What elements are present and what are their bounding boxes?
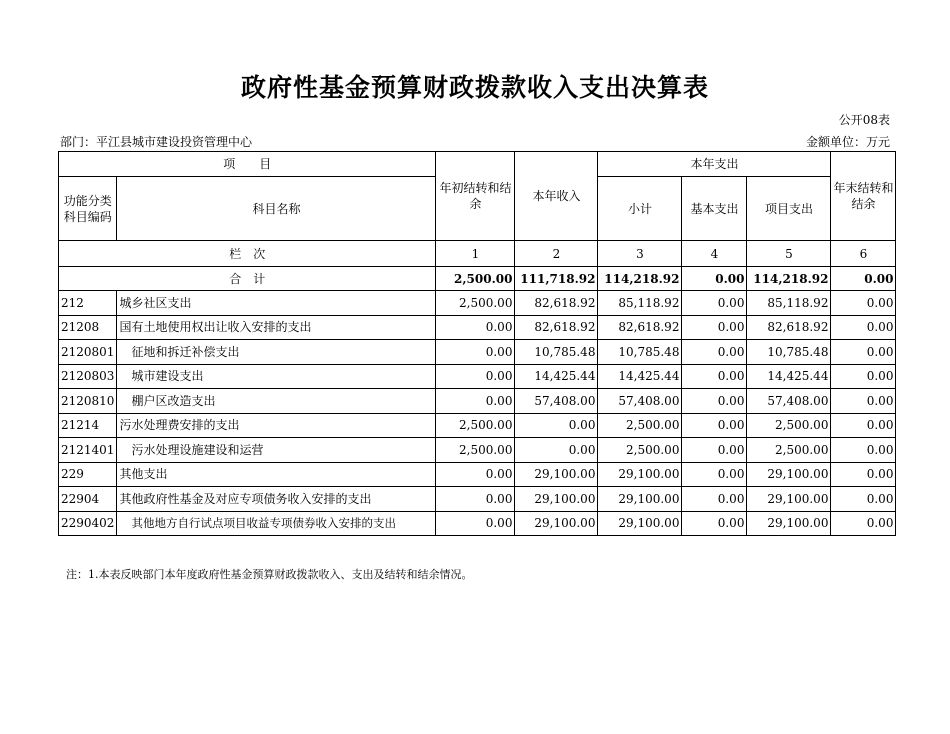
row-end-balance: 0.00 (831, 462, 896, 487)
row-subtotal: 57,408.00 (598, 389, 682, 414)
row-subtotal: 29,100.00 (598, 487, 682, 512)
row-basic: 0.00 (682, 462, 747, 487)
row-subtotal: 29,100.00 (598, 511, 682, 536)
table-row (59, 511, 896, 536)
row-name: 其他地方自行试点项目收益专项债券收入安排的支出 (117, 511, 436, 536)
row-project: 85,118.92 (747, 291, 831, 316)
row-subtotal: 29,100.00 (598, 462, 682, 487)
header-col-2: 2 (515, 241, 598, 267)
row-code: 2121401 (59, 438, 117, 463)
row-end-balance: 0.00 (831, 291, 896, 316)
row-basic: 0.00 (682, 389, 747, 414)
footnote: 注：1.本表反映部门本年度政府性基金预算财政拨款收入、支出及结转和结余情况。 (66, 568, 473, 581)
row-project: 57,408.00 (747, 389, 831, 414)
table-row (59, 487, 896, 512)
table-row (59, 291, 896, 316)
row-begin-balance: 2,500.00 (436, 291, 515, 316)
row-name: 征地和拆迁补偿支出 (117, 340, 436, 365)
header-name: 科目名称 (117, 177, 436, 241)
row-income: 29,100.00 (515, 487, 598, 512)
row-subtotal: 14,425.44 (598, 364, 682, 389)
row-name: 其他政府性基金及对应专项债务收入安排的支出 (117, 487, 436, 512)
header-col-3: 3 (598, 241, 682, 267)
row-basic: 0.00 (682, 511, 747, 536)
row-income: 0.00 (515, 438, 598, 463)
row-income: 29,100.00 (515, 511, 598, 536)
total-end-balance: 0.00 (831, 267, 896, 291)
amount-unit-label: 金额单位：万元 (805, 135, 890, 149)
header-subtotal: 小计 (598, 177, 682, 241)
row-project: 10,785.48 (747, 340, 831, 365)
row-begin-balance: 0.00 (436, 315, 515, 340)
row-code: 22904 (59, 487, 117, 512)
total-row (59, 267, 896, 291)
row-begin-balance: 0.00 (436, 389, 515, 414)
header-col-6: 6 (831, 241, 896, 267)
header-end-balance: 年末结转和结余 (831, 152, 896, 241)
row-end-balance: 0.00 (831, 487, 896, 512)
row-begin-balance: 0.00 (436, 487, 515, 512)
row-basic: 0.00 (682, 291, 747, 316)
row-name: 棚户区改造支出 (117, 389, 436, 414)
row-income: 82,618.92 (515, 291, 598, 316)
header-begin-balance: 年初结转和结余 (436, 152, 515, 241)
row-project: 2,500.00 (747, 413, 831, 438)
header-col-4: 4 (682, 241, 747, 267)
row-name: 其他支出 (117, 462, 436, 487)
row-income: 57,408.00 (515, 389, 598, 414)
row-income: 0.00 (515, 413, 598, 438)
row-project: 29,100.00 (747, 487, 831, 512)
row-end-balance: 0.00 (831, 438, 896, 463)
row-code: 2290402 (59, 511, 117, 536)
row-name: 城市建设支出 (117, 364, 436, 389)
row-project: 29,100.00 (747, 462, 831, 487)
row-end-balance: 0.00 (831, 340, 896, 365)
row-end-balance: 0.00 (831, 389, 896, 414)
row-subtotal: 82,618.92 (598, 315, 682, 340)
table-row (59, 315, 896, 340)
row-begin-balance: 0.00 (436, 340, 515, 365)
header-col-5: 5 (747, 241, 831, 267)
row-code: 2120810 (59, 389, 117, 414)
row-subtotal: 10,785.48 (598, 340, 682, 365)
row-end-balance: 0.00 (831, 413, 896, 438)
row-name: 污水处理费安排的支出 (117, 413, 436, 438)
table-row (59, 438, 896, 463)
total-project: 114,218.92 (747, 267, 831, 291)
header-expense: 本年支出 (598, 152, 831, 177)
row-basic: 0.00 (682, 487, 747, 512)
row-begin-balance: 0.00 (436, 511, 515, 536)
department-label: 部门：平江县城市建设投资管理中心 (60, 135, 253, 149)
row-basic: 0.00 (682, 413, 747, 438)
row-income: 14,425.44 (515, 364, 598, 389)
header-project: 项目支出 (747, 177, 831, 241)
header-column-label: 栏 次 (59, 241, 436, 267)
row-begin-balance: 2,500.00 (436, 413, 515, 438)
row-code: 2120801 (59, 340, 117, 365)
row-begin-balance: 0.00 (436, 364, 515, 389)
table-row (59, 364, 896, 389)
row-begin-balance: 2,500.00 (436, 438, 515, 463)
row-code: 229 (59, 462, 117, 487)
table-row (59, 413, 896, 438)
row-project: 14,425.44 (747, 364, 831, 389)
budget-table (58, 151, 896, 536)
table-row (59, 340, 896, 365)
row-begin-balance: 0.00 (436, 462, 515, 487)
page-title: 政府性基金预算财政拨款收入支出决算表 (240, 73, 709, 102)
row-name: 污水处理设施建设和运营 (117, 438, 436, 463)
row-project: 2,500.00 (747, 438, 831, 463)
row-end-balance: 0.00 (831, 364, 896, 389)
row-end-balance: 0.00 (831, 315, 896, 340)
row-income: 10,785.48 (515, 340, 598, 365)
row-basic: 0.00 (682, 315, 747, 340)
total-begin-balance: 2,500.00 (436, 267, 515, 291)
total-income: 111,718.92 (515, 267, 598, 291)
header-code: 功能分类科目编码 (59, 177, 117, 241)
row-subtotal: 2,500.00 (598, 413, 682, 438)
row-income: 29,100.00 (515, 462, 598, 487)
row-subtotal: 85,118.92 (598, 291, 682, 316)
row-name: 国有土地使用权出让收入安排的支出 (117, 315, 436, 340)
row-subtotal: 2,500.00 (598, 438, 682, 463)
total-label: 合 计 (59, 267, 436, 291)
row-basic: 0.00 (682, 438, 747, 463)
row-code: 21208 (59, 315, 117, 340)
row-project: 29,100.00 (747, 511, 831, 536)
header-income: 本年收入 (515, 152, 598, 241)
header-item: 项 目 (59, 152, 436, 177)
header-col-1: 1 (436, 241, 515, 267)
row-code: 2120803 (59, 364, 117, 389)
row-income: 82,618.92 (515, 315, 598, 340)
row-basic: 0.00 (682, 364, 747, 389)
table-row (59, 462, 896, 487)
row-code: 21214 (59, 413, 117, 438)
form-number: 公开08表 (838, 113, 890, 127)
total-subtotal: 114,218.92 (598, 267, 682, 291)
row-end-balance: 0.00 (831, 511, 896, 536)
row-project: 82,618.92 (747, 315, 831, 340)
row-code: 212 (59, 291, 117, 316)
header-basic: 基本支出 (682, 177, 747, 241)
row-name: 城乡社区支出 (117, 291, 436, 316)
table-row (59, 389, 896, 414)
row-basic: 0.00 (682, 340, 747, 365)
total-basic: 0.00 (682, 267, 747, 291)
